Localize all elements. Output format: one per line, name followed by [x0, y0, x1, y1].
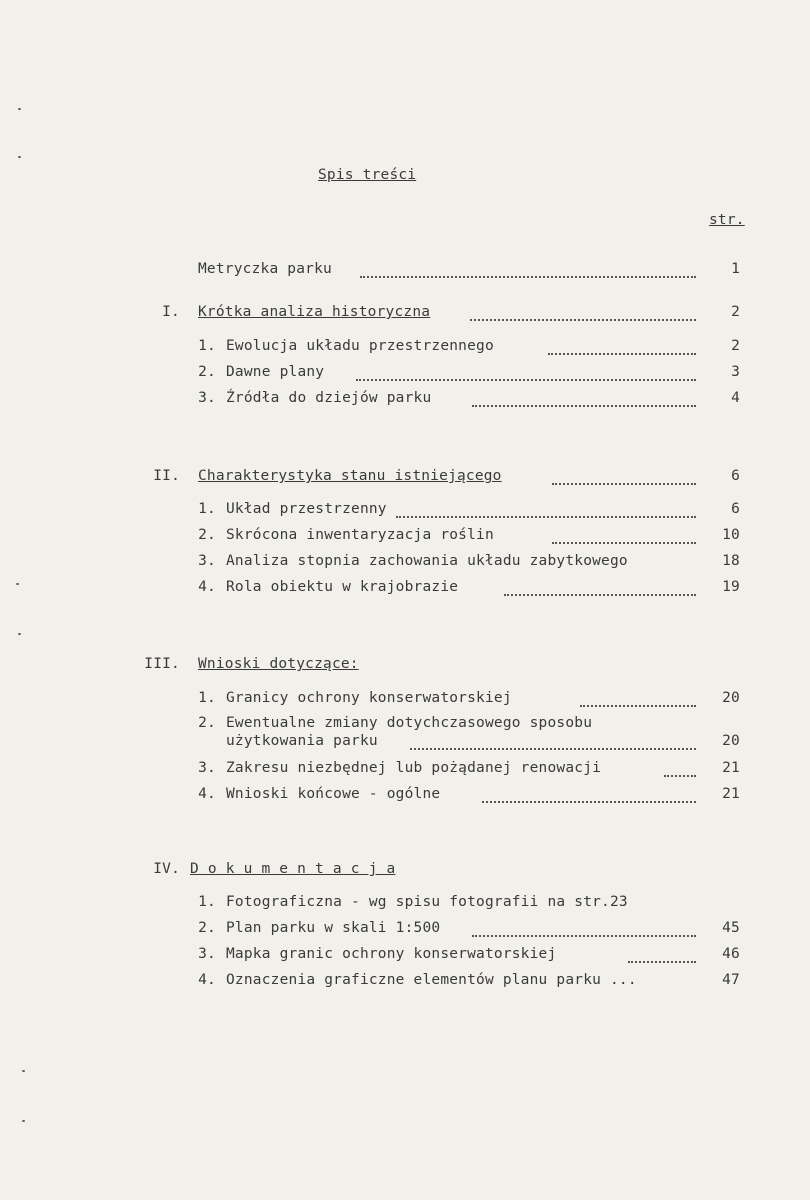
toc-page-number: 45 — [722, 920, 740, 936]
section-numeral: II. — [153, 468, 180, 484]
toc-label: Mapka granic ochrony konserwatorskiej — [226, 946, 557, 962]
dot-leader — [396, 502, 696, 518]
toc-page-number: 18 — [722, 553, 740, 569]
toc-label: Fotograficzna - wg spisu fotografii na str.23 — [226, 894, 628, 910]
toc-label: Skrócona inwentaryzacja roślin — [226, 527, 494, 543]
dot-leader — [552, 469, 696, 485]
item-number: 3. — [198, 946, 216, 962]
dot-leader — [482, 787, 696, 803]
toc-label: Granicy ochrony konserwatorskiej — [226, 690, 512, 706]
item-number: 3. — [198, 390, 216, 406]
dot-leader — [580, 691, 696, 707]
toc-page-number: 46 — [722, 946, 740, 962]
toc-page-number: 2 — [731, 338, 740, 354]
margin-speck — [18, 633, 21, 635]
item-number: 3. — [198, 553, 216, 569]
item-number: 2. — [198, 527, 216, 543]
item-number: 4. — [198, 579, 216, 595]
item-number: 2. — [198, 715, 216, 731]
dot-leader — [472, 391, 696, 407]
item-number: 2. — [198, 920, 216, 936]
section-heading: Wnioski dotyczące: — [198, 656, 359, 672]
margin-speck — [22, 1070, 25, 1072]
toc-page-number: 2 — [731, 304, 740, 320]
section-heading: D o k u m e n t a c j a — [190, 861, 396, 877]
section-numeral: III. — [144, 656, 180, 672]
dot-leader — [664, 761, 696, 777]
toc-label-continued: użytkowania parku — [226, 733, 378, 749]
toc-label: Dawne plany — [226, 364, 325, 380]
toc-page-number: 6 — [731, 468, 740, 484]
dot-leader — [356, 365, 696, 381]
toc-page-number: 1 — [731, 261, 740, 277]
toc-label: Wnioski końcowe - ogólne — [226, 786, 441, 802]
dot-leader — [504, 580, 696, 596]
margin-speck — [22, 1120, 25, 1122]
toc-page-number: 3 — [731, 364, 740, 380]
toc-label: Analiza stopnia zachowania układu zabytkowego — [226, 553, 628, 569]
toc-page-number: 20 — [722, 733, 740, 749]
toc-label: Zakresu niezbędnej lub pożądanej renowacji — [226, 760, 602, 776]
toc-page-number: 4 — [731, 390, 740, 406]
toc-label: Plan parku w skali 1:500 — [226, 920, 441, 936]
item-number: 1. — [198, 338, 216, 354]
section-numeral: IV. — [153, 861, 180, 877]
margin-speck — [18, 156, 21, 158]
dot-leader — [552, 528, 696, 544]
section-heading: Krótka analiza historyczna — [198, 304, 431, 320]
toc-page-number: 20 — [722, 690, 740, 706]
item-number: 4. — [198, 786, 216, 802]
item-number: 1. — [198, 894, 216, 910]
item-number: 3. — [198, 760, 216, 776]
toc-label: Ewolucja układu przestrzennego — [226, 338, 494, 354]
section-numeral: I. — [162, 304, 180, 320]
dot-leader — [548, 339, 696, 355]
item-number: 4. — [198, 972, 216, 988]
dot-leader — [410, 734, 696, 750]
toc-label: Metryczka parku — [198, 261, 332, 277]
dot-leader — [360, 262, 696, 278]
section-heading: Charakterystyka stanu istniejącego — [198, 468, 502, 484]
item-number: 1. — [198, 501, 216, 517]
margin-speck — [16, 583, 19, 585]
toc-label: Rola obiektu w krajobrazie — [226, 579, 459, 595]
toc-page-number: 10 — [722, 527, 740, 543]
toc-label: Źródła do dziejów parku — [226, 390, 432, 406]
toc-page-number: 6 — [731, 501, 740, 517]
page-column-label: str. — [709, 212, 745, 228]
dot-leader — [628, 947, 696, 963]
dot-leader — [472, 921, 696, 937]
toc-page-number: 19 — [722, 579, 740, 595]
toc-label: Układ przestrzenny — [226, 501, 387, 517]
toc-label: Ewentualne zmiany dotychczasowego sposobu — [226, 715, 593, 731]
toc-page-number: 47 — [722, 972, 740, 988]
item-number: 1. — [198, 690, 216, 706]
margin-speck — [18, 108, 21, 110]
toc-label: Oznaczenia graficzne elementów planu parku ... — [226, 972, 637, 988]
toc-page-number: 21 — [722, 786, 740, 802]
toc-page-number: 21 — [722, 760, 740, 776]
item-number: 2. — [198, 364, 216, 380]
dot-leader — [470, 305, 696, 321]
page-title: Spis treści — [318, 167, 417, 183]
